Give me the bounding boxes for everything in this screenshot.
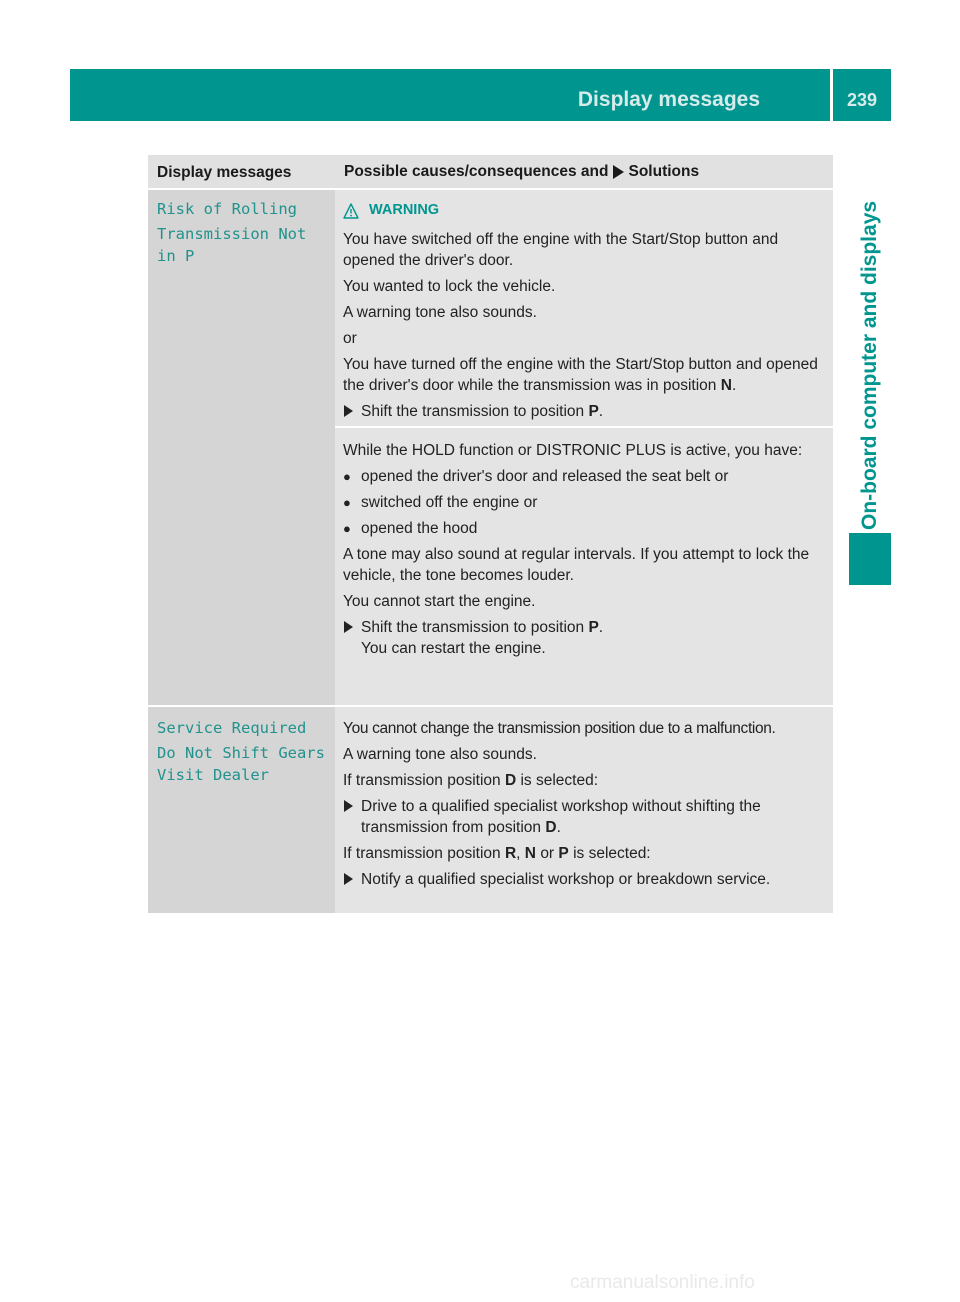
solutions-column [335,707,833,913]
arrow-icon [613,165,624,179]
header-title: Display messages [577,88,760,111]
page-header [70,69,891,121]
solution-block: You cannot change the transmission position due to a malfunction. A warning tone also sounds. If transmission position D is selected: Drive to a qualified specialist workshop without shifting the transmission from position D. If transmission position R, N or P is selected: Notify a qualified specialist workshop or breakdown service. [335,707,833,913]
warning-heading: WARNING [343,200,827,221]
watermark: carmanualsonline.info [570,1272,755,1293]
page-number: 239 [846,90,878,110]
display-message: Service Required Do Not Shift Gears Visit Dealer [148,707,335,913]
table-row [148,190,833,707]
solution-block: WARNING You have switched off the engine with the Start/Stop button and opened the driver's door. You wanted to lock the vehicle. A warning tone also sounds. or You have turned off the engine with the Start/Stop button and opened the driver's door while the transmission was in position N. Shift the transmission to position P. [335,190,833,426]
solutions-column [335,190,833,705]
table-row [148,707,833,915]
list-item: ● switched off the engine or [343,494,538,511]
display-message: Risk of Rolling Transmission Not in P [148,190,335,705]
bullet-icon: ● [343,521,351,536]
side-tab-marker [849,533,891,585]
col1-header: Display messages [157,164,292,181]
action-arrow-icon [344,621,353,633]
side-tab-label: On-board computer and displays [858,200,881,530]
col2-header: Possible causes/consequences and Solutions [344,162,700,180]
action-arrow-icon [344,873,353,885]
action-step: Drive to a qualified specialist workshop without shifting the transmission from position D. [343,796,827,838]
list-item: ● opened the driver's door and released the seat belt or [343,468,729,485]
solution-block: While the HOLD function or DISTRONIC PLUS is active, you have: ● opened the driver's door and released the seat belt or ● switched off the engine or ● opened the hood A tone may also sound at regular intervals. If you attempt to lock the vehicle, the tone becomes louder. You cannot start the engine. Shift the transmission to position P. You can restart the engine. [335,426,833,705]
action-arrow-icon [344,405,353,417]
table-header [148,155,833,190]
action-step: Shift the transmission to position P. You can restart the engine. [343,617,827,659]
side-tab [849,130,891,530]
warning-triangle-icon [343,203,359,219]
action-arrow-icon [344,800,353,812]
bullet-icon: ● [343,495,351,510]
messages-table [148,155,833,915]
bullet-icon: ● [343,469,351,484]
list-item: ● opened the hood [343,520,478,537]
action-step: Shift the transmission to position P. [343,401,827,422]
action-step: Notify a qualified specialist workshop or breakdown service. [343,869,827,890]
